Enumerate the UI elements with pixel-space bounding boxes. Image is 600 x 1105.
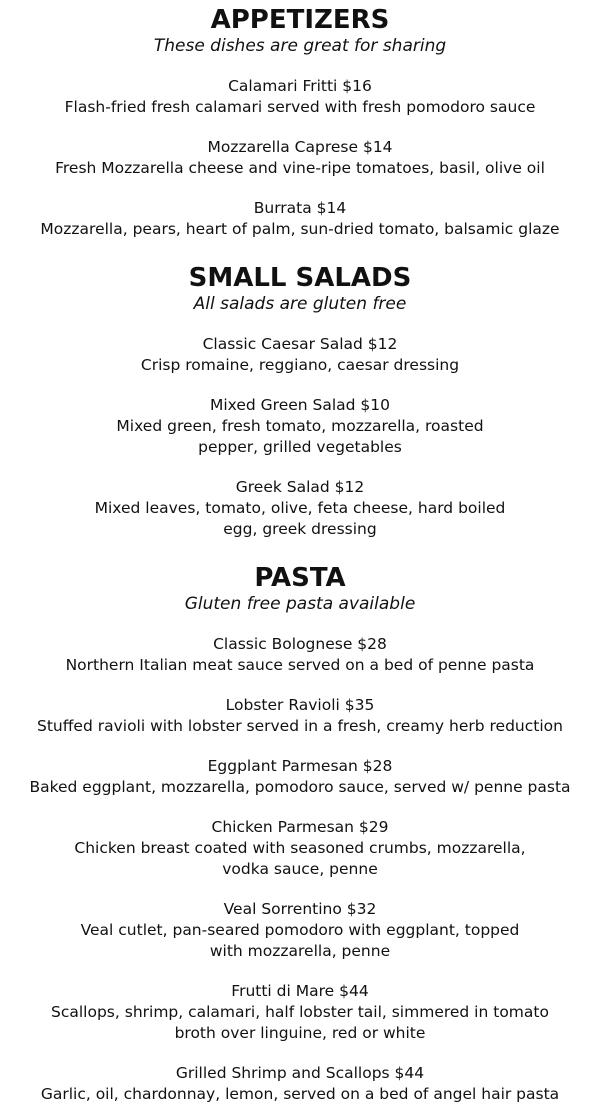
item-name-price: Calamari Fritti $16: [228, 77, 372, 95]
menu-item: [0, 695, 600, 737]
item-description-line: vodka sauce, penne: [222, 860, 378, 878]
item-description-line: Northern Italian meat sauce served on a bed of penne pasta: [65, 656, 535, 674]
item-name-price: Frutti di Mare $44: [231, 982, 369, 1000]
item-description-line: broth over linguine, red or white: [174, 1024, 426, 1042]
item-name-price: Veal Sorrentino $32: [223, 900, 377, 918]
item-description: [0, 158, 600, 179]
section-items: [0, 634, 600, 1105]
item-name-price: Burrata $14: [253, 199, 347, 217]
section-items: [0, 76, 600, 240]
item-description: [0, 416, 600, 458]
section-title: SMALL SALADS: [188, 263, 412, 293]
menu-item: [0, 899, 600, 962]
item-name-price: Eggplant Parmesan $28: [207, 757, 393, 775]
item-description: [0, 498, 600, 540]
menu-item: [0, 981, 600, 1044]
item-description-line: Fresh Mozzarella cheese and vine-ripe tomatoes, basil, olive oil: [55, 159, 545, 177]
item-description-line: with mozzarella, penne: [209, 942, 391, 960]
section-title: APPETIZERS: [210, 5, 390, 35]
item-name-price: Classic Caesar Salad $12: [202, 335, 398, 353]
menu-item: [0, 137, 600, 179]
item-description-line: Mixed leaves, tomato, olive, feta cheese, hard boiled: [94, 499, 506, 517]
item-name-price: Classic Bolognese $28: [213, 635, 387, 653]
item-description-line: Chicken breast coated with seasoned crumbs, mozzarella,: [74, 839, 526, 857]
item-description-line: Stuffed ravioli with lobster served in a fresh, creamy herb reduction: [37, 717, 563, 735]
menu-section: [0, 5, 600, 240]
menu-item: [0, 477, 600, 540]
item-name-price: Mozzarella Caprese $14: [207, 138, 393, 156]
menu-item: [0, 334, 600, 376]
item-description: [0, 716, 600, 737]
item-description: [0, 655, 600, 676]
menu-item: [0, 634, 600, 676]
menu-item: [0, 1063, 600, 1105]
item-name-price: Lobster Ravioli $35: [225, 696, 375, 714]
menu-section: [0, 563, 600, 1105]
item-description-line: Mixed green, fresh tomato, mozzarella, roasted: [116, 417, 484, 435]
item-description: [0, 838, 600, 880]
item-name-price: Grilled Shrimp and Scallops $44: [175, 1064, 425, 1082]
item-description: [0, 1002, 600, 1044]
item-description-line: Crisp romaine, reggiano, caesar dressing: [140, 356, 460, 374]
item-description-line: Mozzarella, pears, heart of palm, sun-dried tomato, balsamic glaze: [40, 220, 560, 238]
menu-item: [0, 756, 600, 798]
section-subtitle: These dishes are great for sharing: [153, 36, 447, 56]
menu-item: [0, 817, 600, 880]
item-description-line: Flash-fried fresh calamari served with fresh pomodoro sauce: [64, 98, 536, 116]
item-description-line: Garlic, oil, chardonnay, lemon, served on a bed of angel hair pasta: [40, 1085, 560, 1103]
item-description: [0, 97, 600, 118]
item-description-line: egg, greek dressing: [223, 520, 377, 538]
menu-item: [0, 76, 600, 118]
section-items: [0, 334, 600, 540]
item-description-line: Baked eggplant, mozzarella, pomodoro sauce, served w/ penne pasta: [29, 778, 571, 796]
menu-section: [0, 263, 600, 540]
item-name-price: Mixed Green Salad $10: [209, 396, 391, 414]
item-description-line: Veal cutlet, pan-seared pomodoro with eggplant, topped: [80, 921, 520, 939]
item-name-price: Chicken Parmesan $29: [211, 818, 389, 836]
section-subtitle: Gluten free pasta available: [184, 594, 416, 614]
menu-item: [0, 198, 600, 240]
item-description: [0, 777, 600, 798]
item-description: [0, 355, 600, 376]
item-description-line: pepper, grilled vegetables: [198, 438, 402, 456]
item-description: [0, 920, 600, 962]
menu-item: [0, 395, 600, 458]
item-name-price: Greek Salad $12: [235, 478, 365, 496]
item-description: [0, 219, 600, 240]
section-subtitle: All salads are gluten free: [193, 294, 407, 314]
section-title: PASTA: [254, 563, 346, 593]
item-description-line: Scallops, shrimp, calamari, half lobster tail, simmered in tomato: [51, 1003, 549, 1021]
